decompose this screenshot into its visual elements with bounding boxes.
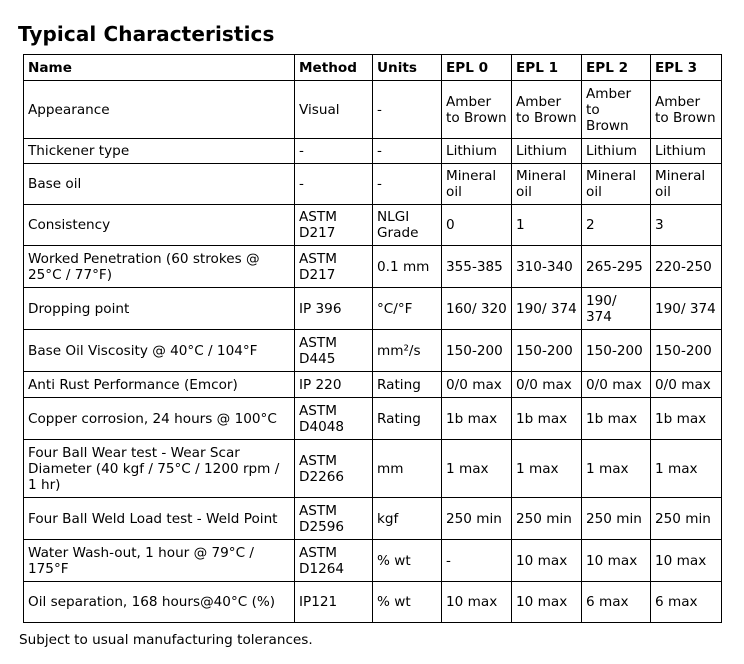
cell-epl-0: Mineral oil: [442, 164, 512, 205]
table-row: [24, 398, 722, 440]
cell-epl-3: 1 max: [651, 440, 722, 498]
cell-epl-1: 250 min: [512, 498, 582, 540]
cell-name: Water Wash-out, 1 hour @ 79°C / 175°F: [24, 540, 295, 582]
cell-epl-3: 150-200: [651, 330, 722, 372]
column-header-units: Units: [373, 55, 442, 81]
table-row: [24, 582, 722, 623]
cell-epl-0: 0: [442, 205, 512, 246]
cell-name: Base Oil Viscosity @ 40°C / 104°F: [24, 330, 295, 372]
cell-epl-3: 3: [651, 205, 722, 246]
column-header-epl-1: EPL 1: [512, 55, 582, 81]
column-header-method: Method: [295, 55, 373, 81]
table-row: [24, 164, 722, 205]
cell-epl-2: 6 max: [582, 582, 651, 623]
cell-method: IP 220: [295, 372, 373, 398]
column-header-epl-3: EPL 3: [651, 55, 722, 81]
cell-units: NLGI Grade: [373, 205, 442, 246]
table-row: [24, 205, 722, 246]
cell-epl-1: Mineral oil: [512, 164, 582, 205]
table-row: [24, 540, 722, 582]
column-header-name: Name: [24, 55, 295, 81]
cell-name: Consistency: [24, 205, 295, 246]
table-row: [24, 81, 722, 139]
cell-epl-1: 10 max: [512, 540, 582, 582]
cell-name: Anti Rust Performance (Emcor): [24, 372, 295, 398]
cell-epl-2: 0/0 max: [582, 372, 651, 398]
column-header-epl-0: EPL 0: [442, 55, 512, 81]
cell-epl-0: Lithium: [442, 139, 512, 164]
cell-epl-1: 150-200: [512, 330, 582, 372]
cell-name: Four Ball Wear test - Wear Scar Diameter (40 kgf / 75°C / 1200 rpm / 1 hr): [24, 440, 295, 498]
cell-method: -: [295, 139, 373, 164]
cell-epl-0: 150-200: [442, 330, 512, 372]
cell-units: °C/°F: [373, 288, 442, 330]
page-title: Typical Characteristics: [18, 22, 275, 46]
cell-epl-3: 190/ 374: [651, 288, 722, 330]
cell-epl-1: 1b max: [512, 398, 582, 440]
cell-name: Appearance: [24, 81, 295, 139]
cell-epl-1: Lithium: [512, 139, 582, 164]
cell-method: ASTM D1264: [295, 540, 373, 582]
cell-units: 0.1 mm: [373, 246, 442, 288]
cell-method: ASTM D2266: [295, 440, 373, 498]
cell-units: mm: [373, 440, 442, 498]
table-row: [24, 139, 722, 164]
cell-method: ASTM D217: [295, 205, 373, 246]
cell-units: Rating: [373, 372, 442, 398]
cell-epl-2: 190/ 374: [582, 288, 651, 330]
cell-epl-0: -: [442, 540, 512, 582]
cell-method: IP 396: [295, 288, 373, 330]
cell-method: Visual: [295, 81, 373, 139]
table-row: [24, 288, 722, 330]
cell-epl-0: Amber to Brown: [442, 81, 512, 139]
cell-name: Four Ball Weld Load test - Weld Point: [24, 498, 295, 540]
cell-epl-2: 265-295: [582, 246, 651, 288]
cell-units: mm²/s: [373, 330, 442, 372]
cell-epl-0: 160/ 320: [442, 288, 512, 330]
table-row: [24, 498, 722, 540]
cell-name: Worked Penetration (60 strokes @ 25°C / 77°F): [24, 246, 295, 288]
column-header-epl-2: EPL 2: [582, 55, 651, 81]
cell-units: -: [373, 139, 442, 164]
cell-units: % wt: [373, 582, 442, 623]
characteristics-table: [23, 54, 722, 623]
header-row: [24, 55, 722, 81]
cell-epl-1: 190/ 374: [512, 288, 582, 330]
cell-units: -: [373, 81, 442, 139]
cell-method: ASTM D217: [295, 246, 373, 288]
cell-name: Dropping point: [24, 288, 295, 330]
cell-epl-0: 250 min: [442, 498, 512, 540]
cell-epl-2: 1b max: [582, 398, 651, 440]
cell-epl-3: 1b max: [651, 398, 722, 440]
cell-method: -: [295, 164, 373, 205]
cell-name: Thickener type: [24, 139, 295, 164]
cell-units: -: [373, 164, 442, 205]
cell-name: Base oil: [24, 164, 295, 205]
cell-epl-3: 6 max: [651, 582, 722, 623]
cell-method: ASTM D2596: [295, 498, 373, 540]
cell-epl-3: 250 min: [651, 498, 722, 540]
cell-method: IP121: [295, 582, 373, 623]
cell-epl-0: 355-385: [442, 246, 512, 288]
cell-method: ASTM D4048: [295, 398, 373, 440]
cell-epl-3: Mineral oil: [651, 164, 722, 205]
cell-epl-2: 10 max: [582, 540, 651, 582]
cell-epl-2: 150-200: [582, 330, 651, 372]
cell-epl-1: 310-340: [512, 246, 582, 288]
cell-epl-1: 10 max: [512, 582, 582, 623]
table-row: [24, 440, 722, 498]
footnote: Subject to usual manufacturing tolerances.: [19, 632, 313, 648]
cell-units: kgf: [373, 498, 442, 540]
cell-epl-2: 2: [582, 205, 651, 246]
cell-epl-0: 10 max: [442, 582, 512, 623]
cell-epl-0: 1 max: [442, 440, 512, 498]
cell-epl-3: 10 max: [651, 540, 722, 582]
cell-name: Copper corrosion, 24 hours @ 100°C: [24, 398, 295, 440]
cell-epl-2: Lithium: [582, 139, 651, 164]
cell-units: Rating: [373, 398, 442, 440]
cell-epl-1: Amber to Brown: [512, 81, 582, 139]
cell-epl-2: 250 min: [582, 498, 651, 540]
cell-epl-2: 1 max: [582, 440, 651, 498]
cell-epl-3: 0/0 max: [651, 372, 722, 398]
cell-epl-1: 0/0 max: [512, 372, 582, 398]
table-row: [24, 330, 722, 372]
table-row: [24, 372, 722, 398]
cell-units: % wt: [373, 540, 442, 582]
cell-epl-0: 1b max: [442, 398, 512, 440]
cell-epl-3: Lithium: [651, 139, 722, 164]
cell-epl-2: Mineral oil: [582, 164, 651, 205]
cell-method: ASTM D445: [295, 330, 373, 372]
cell-epl-3: Amber to Brown: [651, 81, 722, 139]
table-row: [24, 246, 722, 288]
cell-epl-2: Amber to Brown: [582, 81, 651, 139]
cell-name: Oil separation, 168 hours@40°C (%): [24, 582, 295, 623]
cell-epl-0: 0/0 max: [442, 372, 512, 398]
cell-epl-1: 1 max: [512, 440, 582, 498]
cell-epl-3: 220-250: [651, 246, 722, 288]
cell-epl-1: 1: [512, 205, 582, 246]
